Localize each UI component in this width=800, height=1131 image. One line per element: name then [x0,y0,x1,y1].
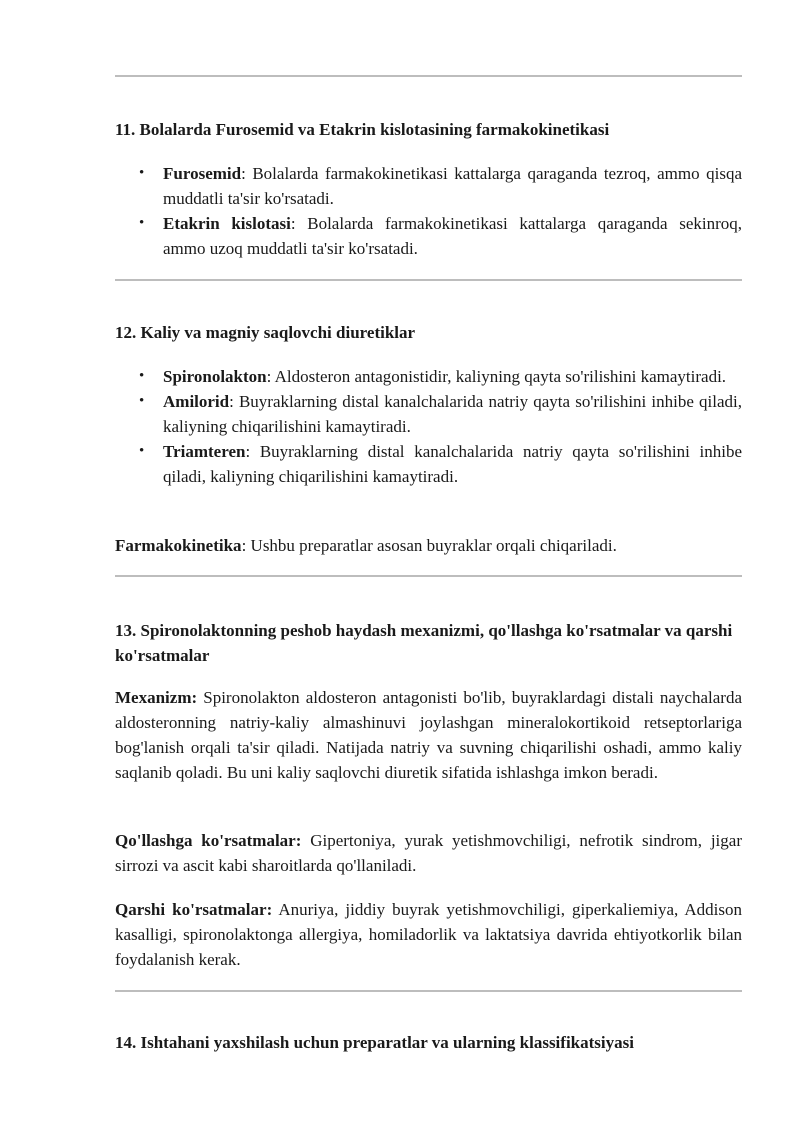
paragraph-text: Spironolakton aldosteron antagonisti bo'lib, buyraklardagi distali naychalarda aldosteronning natriy-kaliy almashinuvi joylashgan mineralokortikoid retseptorlariga bog'lanish orqali ta'sir qiladi. Natijada natriy va suvning chiqarilishi oshadi, ammo kaliy saqlanib qoladi. Bu uni kaliy saqlovchi diuretik sifatida ishlashga imkon beradi. [115,688,742,782]
definition: : Buyraklarning distal kanalchalarida natriy qayta so'rilishini inhibe qiladi, kaliyning chiqarilishini kamaytiradi. [163,392,742,436]
term: Furosemid [163,164,242,183]
term: Triamteren [163,442,246,461]
definition: : Aldosteron antagonistidir, kaliyning qayta so'rilishini kamaytiradi. [266,367,727,386]
term: Amilorid [163,392,230,411]
definition: : Bolalarda farmakokinetikasi kattalarga qaraganda sekinroq, ammo uzoq muddatli ta'sir ko'rsatadi. [163,214,742,258]
section-12-heading: 12. Kaliy va magniy saqlovchi diuretiklar [115,323,416,342]
paragraph-text: Anuriya, jiddiy buyrak yetishmovchiligi, giperkaliemiya, Addison kasalligi, spironolaktonga allergiya, homiladorlik va laktatsiya davrida ehtiyotkorlik bilan foydalanish kerak. [115,900,742,969]
divider [115,75,742,77]
section-11-heading: 11. Bolalarda Furosemid va Etakrin kislotasining farmakokinetikasi [115,120,610,139]
section-12-note [115,533,742,558]
section-13-heading: 13. Spironolaktonning peshob haydash mexanizmi, qo'llashga ko'rsatmalar va qarshi ko'rsatmalar [115,621,733,665]
contraindications-paragraph [115,897,742,972]
section-12-list [115,364,742,489]
term: Mexanizm: [115,688,198,707]
divider [115,575,742,577]
term: Qo'llashga ko'rsatmalar: [115,831,302,850]
mechanism-paragraph [115,685,742,785]
divider [115,279,742,281]
definition: : Ushbu preparatlar asosan buyraklar orqali chiqariladi. [241,536,617,555]
term: Qarshi ko'rsatmalar: [115,900,273,919]
definition: : Bolalarda farmakokinetikasi kattalarga qaraganda tezroq, ammo qisqa muddatli ta'sir ko'rsatadi. [163,164,742,208]
list-item [115,161,742,211]
term: Etakrin kislotasi [163,214,291,233]
list-item [115,439,742,489]
divider [115,990,742,992]
term: Farmakokinetika [115,536,242,555]
list-item [115,211,742,261]
definition: : Buyraklarning distal kanalchalarida natriy qayta so'rilishini inhibe qiladi, kaliyning chiqarilishini kamaytiradi. [163,442,742,486]
list-item [115,364,742,389]
paragraph-text: Gipertoniya, yurak yetishmovchiligi, nefrotik sindrom, jigar sirrozi va ascit kabi sharoitlarda qo'llaniladi. [115,831,742,875]
indications-paragraph [115,828,742,878]
list-item [115,389,742,439]
term: Spironolakton [163,367,267,386]
section-14-heading: 14. Ishtahani yaxshilash uchun preparatlar va ularning klassifikatsiyasi [115,1033,634,1052]
section-11-list [115,161,742,261]
